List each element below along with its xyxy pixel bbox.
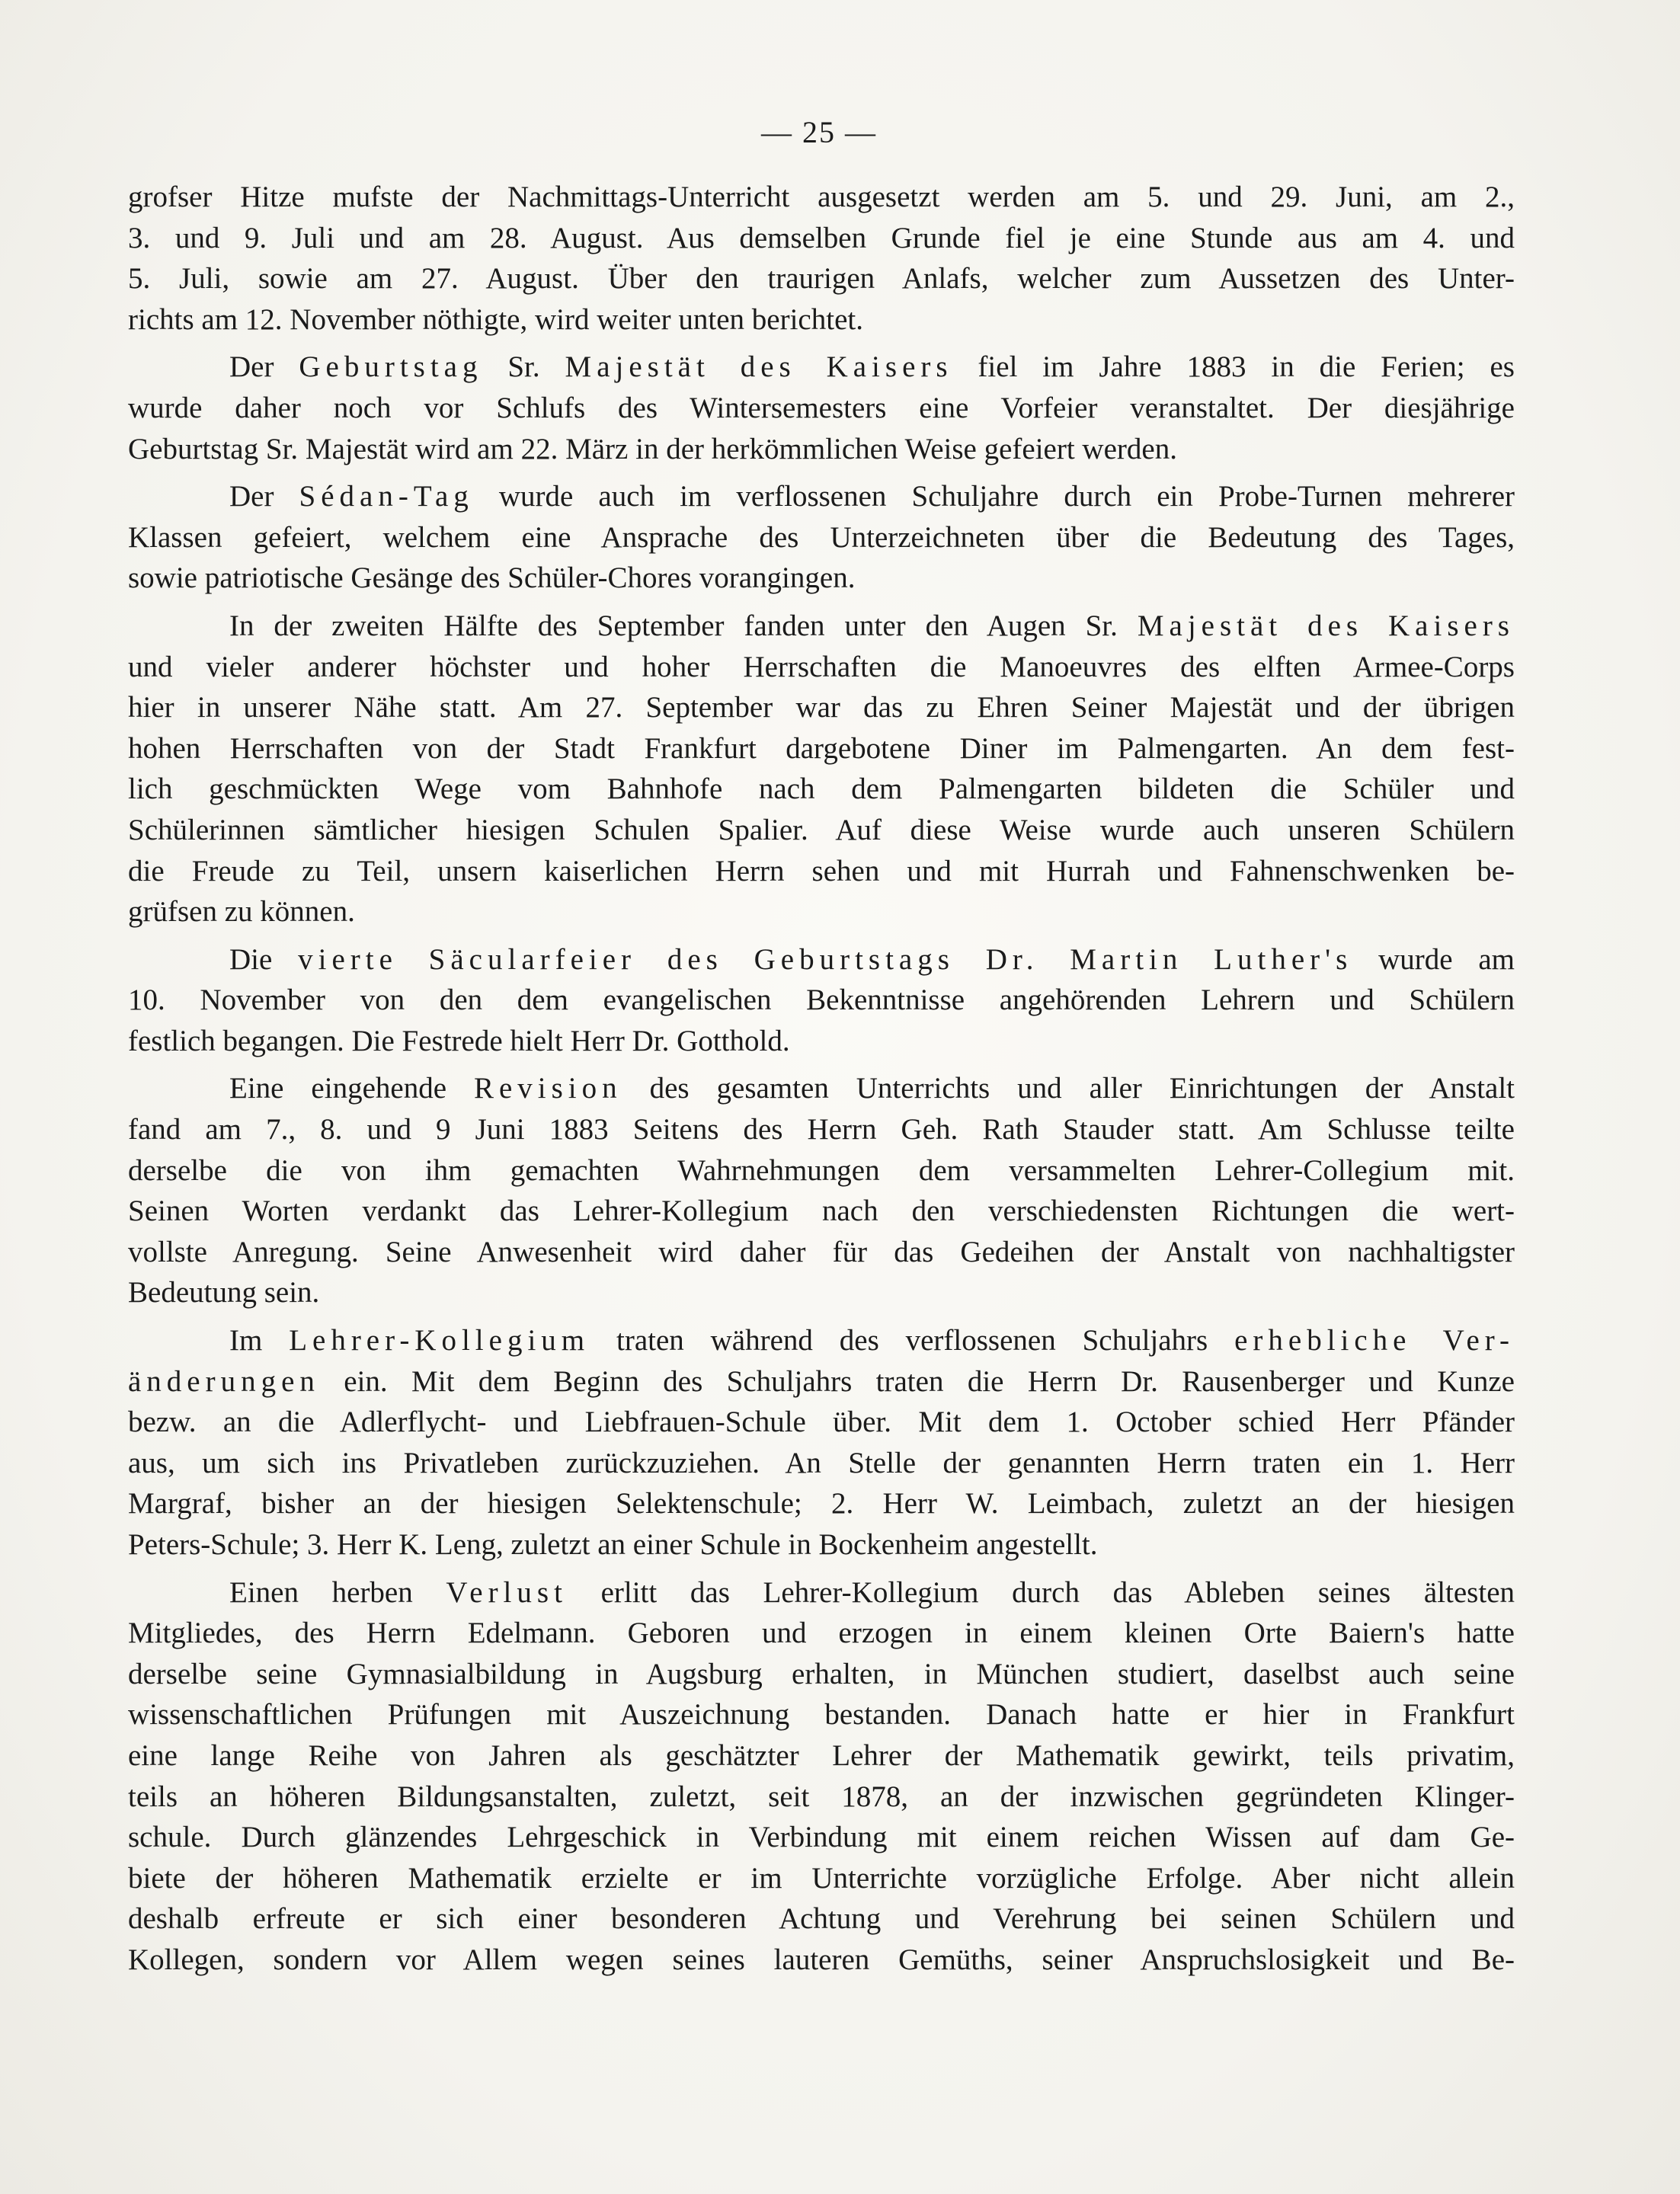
text-line: schule. Durch glänzendes Lehrgeschick in Verbindung mit einem reichen Wissen auf dam Ge-: [128, 1821, 1515, 1854]
emphasized-text: erhebliche Ver-: [1234, 1324, 1515, 1358]
emphasized-text: Majestät des Kaisers: [565, 350, 953, 384]
line-text: In der zweiten Hälfte des September fanden unter den Augen Sr.: [229, 609, 1138, 642]
text-line: lich geschmückten Wege vom Bahnhofe nach dem Palmengarten bildeten die Schüler und: [128, 772, 1515, 806]
text-line: hier in unserer Nähe statt. Am 27. September war das zu Ehren Seiner Majestät und der übrigen: [128, 691, 1515, 724]
emphasized-text: änderungen: [128, 1364, 320, 1398]
text-line: [128, 476, 1515, 517]
line-text: fiel im Jahre 1883 in die Ferien; es: [952, 350, 1515, 384]
text-line: grofser Hitze mufste der Nachmittags-Unterricht ausgesetzt werden am 5. und 29. Juni, am 2.,: [128, 181, 1515, 213]
text-line: 10. November von den dem evangelischen Bekenntnisse angehörenden Lehrern und Schülern: [128, 983, 1515, 1017]
line-text: Eine eingehende: [229, 1072, 474, 1105]
text-line: Margraf, bisher an der hiesigen Selektenschule; 2. Herr W. Leimbach, zuletzt an der hiesigen: [128, 1487, 1515, 1521]
emphasized-text: vierte Säcularfeier des Geburtstags Dr. Martin Luther's: [298, 942, 1353, 976]
text-line: Kollegen, sondern vor Allem wegen seines lauteren Gemüths, seiner Anspruchslosigkeit und Be-: [128, 1943, 1515, 1976]
text-line: aus, um sich ins Privatleben zurückzuziehen. An Stelle der genannten Herrn traten ein 1. Herr: [128, 1446, 1515, 1479]
line-text: Einen herben: [229, 1575, 446, 1609]
body-text: [128, 177, 1515, 1981]
text-line: sowie patriotische Gesänge des Schüler-Chores vorangingen.: [128, 561, 856, 595]
text-line: [128, 1068, 1515, 1109]
text-line: wurde daher noch vor Schlufs des Wintersemesters eine Vorfeier veranstaltet. Der diesjährige: [128, 391, 1515, 424]
text-line: festlich begangen. Die Festrede hielt Herr Dr. Gotthold.: [128, 1024, 790, 1057]
text-line: Mitgliedes, des Herrn Edelmann. Geboren und erzogen in einem kleinen Orte Baiern's hatte: [128, 1617, 1515, 1650]
text-line: Klassen gefeiert, welchem eine Ansprache des Unterzeichneten über die Bedeutung des Tages,: [128, 520, 1515, 554]
text-line: derselbe die von ihm gemachten Wahrnehmungen dem versammelten Lehrer-Collegium mit.: [128, 1153, 1515, 1187]
page-number: — 25 —: [761, 115, 877, 149]
text-line: teils an höheren Bildungsanstalten, zuletzt, seit 1878, an der inzwischen gegründeten Klinger-: [128, 1780, 1515, 1813]
text-line: derselbe seine Gymnasialbildung in Augsburg erhalten, in München studiert, daselbst auch seine: [128, 1657, 1515, 1690]
line-text: des gesamten Unterrichts und aller Einrichtungen der Anstalt: [622, 1072, 1515, 1105]
emphasized-text: Majestät des Kaisers: [1137, 609, 1515, 642]
emphasized-text: Revision: [473, 1072, 622, 1105]
emphasized-text: Geburtstag: [299, 350, 483, 384]
text-line: Geburtstag Sr. Majestät wird am 22. März in der herkömmlichen Weise gefeiert werden.: [128, 432, 1177, 465]
text-line: [128, 606, 1515, 647]
text-line: [128, 1572, 1515, 1614]
line-text: Sr.: [482, 350, 565, 384]
text-line: richts am 12. November nöthigte, wird weiter unten berichtet.: [128, 302, 863, 336]
text-line: vollste Anregung. Seine Anwesenheit wird daher für das Gedeihen der Anstalt von nachhaltigster: [128, 1235, 1515, 1268]
line-text: Die: [229, 942, 299, 976]
emphasized-text: Lehrer-Kollegium: [289, 1324, 590, 1358]
text-line: die Freude zu Teil, unsern kaiserlichen Herrn sehen und mit Hurrah und Fahnenschwenken be-: [128, 854, 1515, 888]
text-line: fand am 7., 8. und 9 Juni 1883 Seitens des Herrn Geh. Rath Stauder statt. Am Schlusse teilte: [128, 1113, 1515, 1147]
line-text: wurde am: [1352, 942, 1515, 976]
text-line: Schülerinnen sämtlicher hiesigen Schulen Spalier. Auf diese Weise wurde auch unseren Schülern: [128, 813, 1515, 846]
emphasized-text: Sédan-Tag: [299, 480, 474, 513]
line-text: traten während des verflossenen Schuljahrs: [590, 1324, 1235, 1358]
text-line: Seinen Worten verdankt das Lehrer-Kollegium nach den verschiedensten Richtungen die wert-: [128, 1195, 1515, 1228]
text-line: Peters-Schule; 3. Herr K. Leng, zuletzt an einer Schule in Bockenheim angestellt.: [128, 1528, 1098, 1561]
line-text: erlitt das Lehrer-Kollegium durch das Ableben seines ältesten: [567, 1575, 1515, 1609]
text-line: [128, 1361, 1515, 1402]
text-line: 5. Juli, sowie am 27. August. Über den traurigen Anlafs, welcher zum Aussetzen des Unter-: [128, 262, 1515, 296]
text-line: und vieler anderer höchster und hoher Herrschaften die Manoeuvres des elften Armee-Corps: [128, 650, 1515, 683]
line-text: Der: [229, 480, 299, 513]
text-line: Bedeutung sein.: [128, 1276, 320, 1310]
line-text: wurde auch im verflossenen Schuljahre durch ein Probe-Turnen mehrerer: [473, 480, 1515, 513]
text-line: [128, 939, 1515, 980]
text-line: deshalb erfreute er sich einer besonderen Achtung und Verehrung bei seinen Schülern und: [128, 1902, 1515, 1936]
text-line: eine lange Reihe von Jahren als geschätzter Lehrer der Mathematik gewirkt, teils privatim,: [128, 1738, 1515, 1772]
line-text: Der: [229, 350, 299, 384]
text-line: bezw. an die Adlerflycht- und Liebfrauen-Schule über. Mit dem 1. October schied Herr Pfänder: [128, 1406, 1515, 1439]
text-line: biete der höheren Mathematik erzielte er im Unterrichte vorzügliche Erfolge. Aber nicht allein: [128, 1861, 1515, 1895]
text-line: [128, 1320, 1515, 1361]
emphasized-text: Verlust: [446, 1575, 568, 1609]
text-line: grüfsen zu können.: [128, 895, 355, 929]
line-text: ein. Mit dem Beginn des Schuljahrs traten die Herrn Dr. Rausenberger und Kunze: [319, 1364, 1515, 1398]
text-line: hohen Herrschaften von der Stadt Frankfurt dargebotene Diner im Palmengarten. An dem fest-: [128, 731, 1515, 765]
text-line: 3. und 9. Juli und am 28. August. Aus demselben Grunde fiel je eine Stunde aus am 4. und: [128, 221, 1515, 254]
text-line: [128, 347, 1515, 388]
line-text: Im: [229, 1324, 290, 1358]
text-line: wissenschaftlichen Prüfungen mit Auszeichnung bestanden. Danach hatte er hier in Frankfurt: [128, 1698, 1515, 1732]
